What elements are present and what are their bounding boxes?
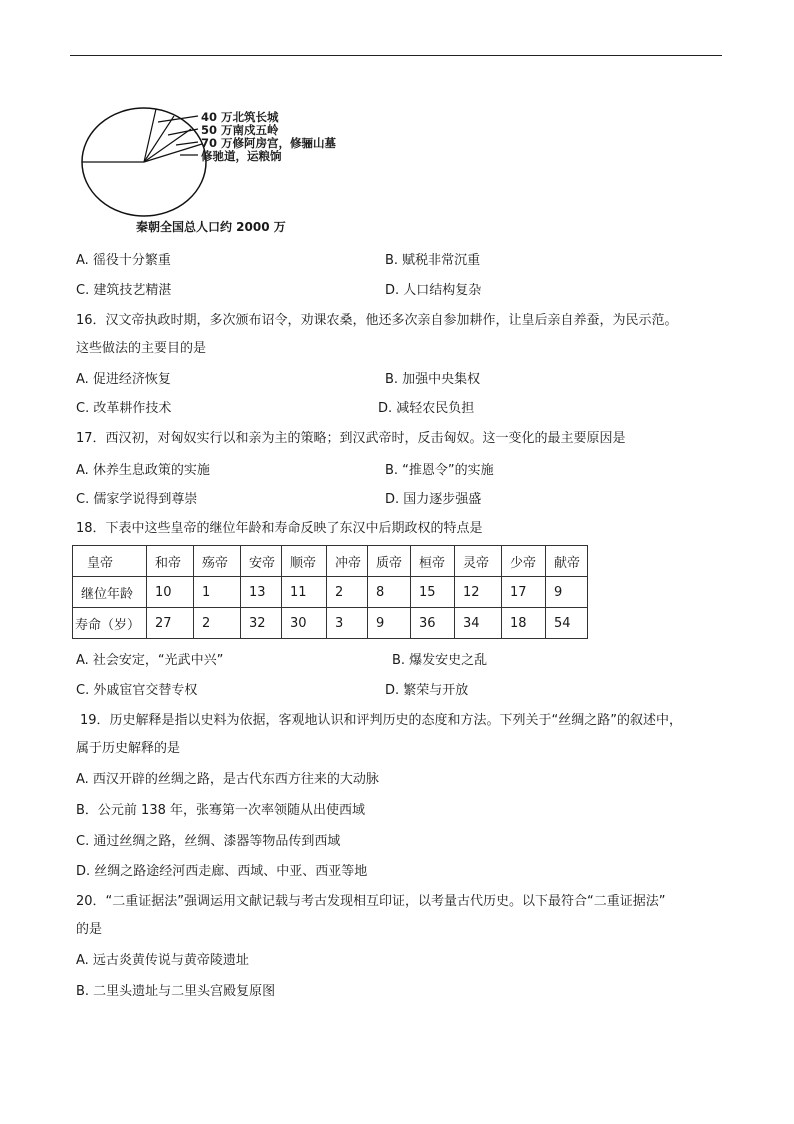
table-cell: 13: [241, 577, 282, 608]
table-header-cell: 顺帝: [282, 546, 327, 577]
table-header-cell: 灵帝: [455, 546, 502, 577]
table-row-lifespan: [73, 608, 588, 639]
q15-option-c: C. 建筑技艺精湛: [76, 283, 172, 298]
table-cell: 30: [282, 608, 327, 639]
q16-option-d: D. 减轻农民负担: [378, 401, 475, 416]
figure-caption: 秦朝全国总人口约 2000 万: [136, 220, 286, 234]
leader-arrow-1: [158, 116, 198, 122]
pie-label-roads-grain: 修驰道，运粮饷: [201, 149, 282, 163]
q17-option-c: C. 儒家学说得到尊崇: [76, 492, 198, 507]
table-header-cell: 安帝: [241, 546, 282, 577]
table-header-row: [73, 546, 588, 577]
table-header-cell: 和帝: [147, 546, 194, 577]
q16-option-b: B. 加强中央集权: [385, 372, 481, 387]
q17-option-b: B. “推恩令”的实施: [385, 463, 494, 478]
table-row-label: 寿命（岁）: [73, 608, 147, 639]
table-header-cell: 冲帝: [327, 546, 368, 577]
header-rule: [70, 55, 722, 56]
table-cell: 32: [241, 608, 282, 639]
table-row-label: 继位年龄: [73, 577, 147, 608]
table-cell: 11: [282, 577, 327, 608]
table-cell: 3: [327, 608, 368, 639]
q18-option-a: A. 社会安定，“光武中兴”: [76, 653, 224, 668]
q15-option-a: A. 徭役十分繁重: [76, 253, 171, 268]
q18-option-d: D. 繁荣与开放: [385, 683, 469, 698]
table-cell: 18: [502, 608, 546, 639]
q20-option-b: B. 二里头遗址与二里头宫殿复原图: [76, 984, 276, 999]
table-cell: 12: [455, 577, 502, 608]
q16-option-c: C. 改革耕作技术: [76, 401, 172, 416]
q15-option-b: B. 赋税非常沉重: [385, 253, 481, 268]
q20-stem-line2: 的是: [76, 922, 103, 937]
q17-stem: 17．西汉初，对匈奴实行以和亲为主的策略；到汉武帝时，反击匈奴。这一变化的最主要原因是: [76, 431, 626, 446]
q15-option-d: D. 人口结构复杂: [385, 283, 482, 298]
q19-stem-line2: 属于历史解释的是: [76, 741, 181, 756]
q17-option-a: A. 休养生息政策的实施: [76, 463, 210, 478]
pie-leader-arrows: [140, 108, 210, 164]
emperor-table: [72, 545, 588, 639]
q20-stem-line1: 20．“二重证据法”强调运用文献记载与考古发现相互印证，以考量古代历史。以下最符合“二重证据法”: [76, 894, 666, 909]
q16-option-a: A. 促进经济恢复: [76, 372, 171, 387]
table-cell: 9: [546, 577, 588, 608]
table-header-cell: 皇帝: [73, 546, 147, 577]
q19-stem-line1: 19．历史解释是指以史料为依据，客观地认识和评判历史的态度和方法。下列关于“丝绸之路”的叙述中，: [80, 713, 683, 728]
q18-option-c: C. 外戚宦官交替专权: [76, 683, 198, 698]
q19-option-a: A. 西汉开辟的丝绸之路，是古代东西方往来的大动脉: [76, 772, 379, 787]
q16-stem-line1: 16．汉文帝执政时期，多次颁布诏令，劝课农桑，他还多次亲自参加耕作，让皇后亲自养蚕，为民示范。: [76, 313, 678, 328]
q19-option-b: B．公元前 138 年，张骞第一次率领随从出使西域: [76, 803, 365, 818]
table-cell: 2: [194, 608, 241, 639]
table-row-accession-age: [73, 577, 588, 608]
q17-option-d: D. 国力逐步强盛: [385, 492, 482, 507]
table-cell: 17: [502, 577, 546, 608]
q20-option-a: A. 远古炎黄传说与黄帝陵遗址: [76, 953, 249, 968]
table-cell: 36: [411, 608, 455, 639]
table-header-cell: 少帝: [502, 546, 546, 577]
table-cell: 10: [147, 577, 194, 608]
pie-label-epang-palace: 70 万修阿房宫，修骊山墓: [201, 136, 337, 150]
table-cell: 1: [194, 577, 241, 608]
table-cell: 9: [368, 608, 411, 639]
table-cell: 34: [455, 608, 502, 639]
pie-label-wuling: 50 万南戍五岭: [201, 123, 279, 137]
leader-arrow-3: [176, 142, 198, 145]
q18-stem: 18．下表中这些皇帝的继位年龄和寿命反映了东汉中后期政权的特点是: [76, 521, 483, 536]
table-cell: 2: [327, 577, 368, 608]
table-header-cell: 质帝: [368, 546, 411, 577]
leader-arrow-2: [168, 129, 198, 135]
table-header-cell: 殇帝: [194, 546, 241, 577]
table-header-cell: 献帝: [546, 546, 588, 577]
pie-label-great-wall: 40 万北筑长城: [201, 110, 279, 124]
q16-stem-line2: 这些做法的主要目的是: [76, 341, 207, 356]
q19-option-d: D. 丝绸之路途经河西走廊、西域、中亚、西亚等地: [76, 864, 368, 879]
table-cell: 8: [368, 577, 411, 608]
table-cell: 54: [546, 608, 588, 639]
q19-option-c: C. 通过丝绸之路，丝绸、漆器等物品传到西域: [76, 834, 341, 849]
q18-option-b: B. 爆发安史之乱: [392, 653, 488, 668]
table-cell: 27: [147, 608, 194, 639]
table-header-cell: 桓帝: [411, 546, 455, 577]
table-cell: 15: [411, 577, 455, 608]
